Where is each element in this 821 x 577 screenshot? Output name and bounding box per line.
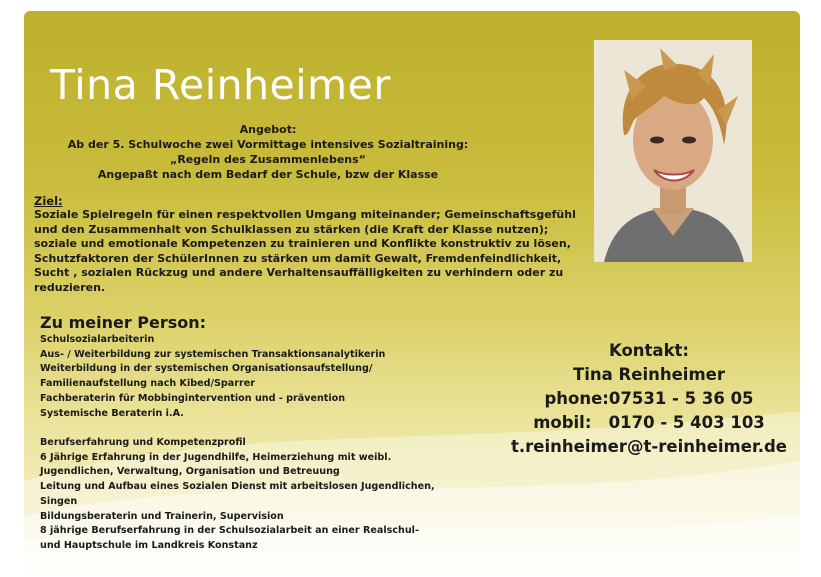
list-item: Bildungsberaterin und Trainerin, Supervision <box>40 510 284 522</box>
list-item: Fachberaterin für Mobbingintervention und - prävention <box>40 392 346 404</box>
page-title: Tina Reinheimer <box>50 61 391 109</box>
ziel-text: Soziale Spielregeln für einen respektvollen Umgang miteinander; Gemeinschaftsgefühl und den Zusammenhalt von Schulklassen zu stärken (die Kraft der Klasse nutzen); soziale und emotionale Kompetenzen zu trainieren und Konflikte konstruktiv zu lösen, Schutzfaktoren der SchülerInnen zu stärken um damit Gewalt, Fremdenfeindlichkeit, Sucht , sozialen Rückzug und andere Verhaltensauffälligkeiten zu verhindern oder zu reduzieren. <box>34 208 576 294</box>
list-item: Schulsozialarbeiterin <box>40 334 155 345</box>
contact-heading: Kontakt: <box>608 341 690 360</box>
list-item: Systemische Beraterin i.A. <box>40 407 184 419</box>
list-item: 8 jährige Berufserfahrung in der Schulsozialarbeit an einer Realschul- <box>40 525 419 537</box>
ziel-heading: Ziel: <box>34 194 63 208</box>
list-item: und Hauptschule im Landkreis Konstanz <box>40 539 258 551</box>
list-item: Familienaufstellung nach Kibed/Sparrer <box>40 378 255 390</box>
list-item: Jugendlichen, Verwaltung, Organisation und Betreuung <box>40 466 340 478</box>
list-item: Aus- / Weiterbildung zur systemischen Transaktionsanalytikerin <box>40 348 386 360</box>
person-heading: Zu meiner Person: <box>40 313 207 332</box>
contact-email: t.reinheimer@t-reinheimer.de <box>511 437 787 456</box>
slide <box>24 11 800 571</box>
contact-phone: phone:07531 - 5 36 05 <box>544 389 754 408</box>
list-item: Weiterbildung in der systemischen Organisationsaufstellung/ <box>40 363 373 375</box>
contact-block <box>494 339 800 459</box>
portrait-image <box>594 40 752 262</box>
person-list <box>40 333 480 421</box>
offer-heading: Angebot: <box>239 123 297 136</box>
list-item: Leitung und Aufbau eines Sozialen Dienst mit arbeitslosen Jugendlichen, <box>40 481 435 493</box>
offer-line: Ab der 5. Schulwoche zwei Vormittage intensives Sozialtraining: <box>67 138 469 151</box>
career-list <box>40 436 480 554</box>
offer-line: „Regeln des Zusammenlebens“ <box>170 153 366 166</box>
list-item: 6 Jährige Erfahrung in der Jugendhilfe, Heimerziehung mit weibl. <box>40 451 392 463</box>
contact-name: Tina Reinheimer <box>573 365 725 384</box>
offer-block <box>58 122 478 182</box>
list-item: Singen <box>40 495 78 507</box>
contact-mobile: mobil: 0170 - 5 403 103 <box>533 413 765 432</box>
career-heading: Berufserfahrung und Kompetenzprofil <box>40 437 246 448</box>
portrait-photo <box>594 40 752 262</box>
offer-line: Angepaßt nach dem Bedarf der Schule, bzw der Klasse <box>97 168 439 181</box>
